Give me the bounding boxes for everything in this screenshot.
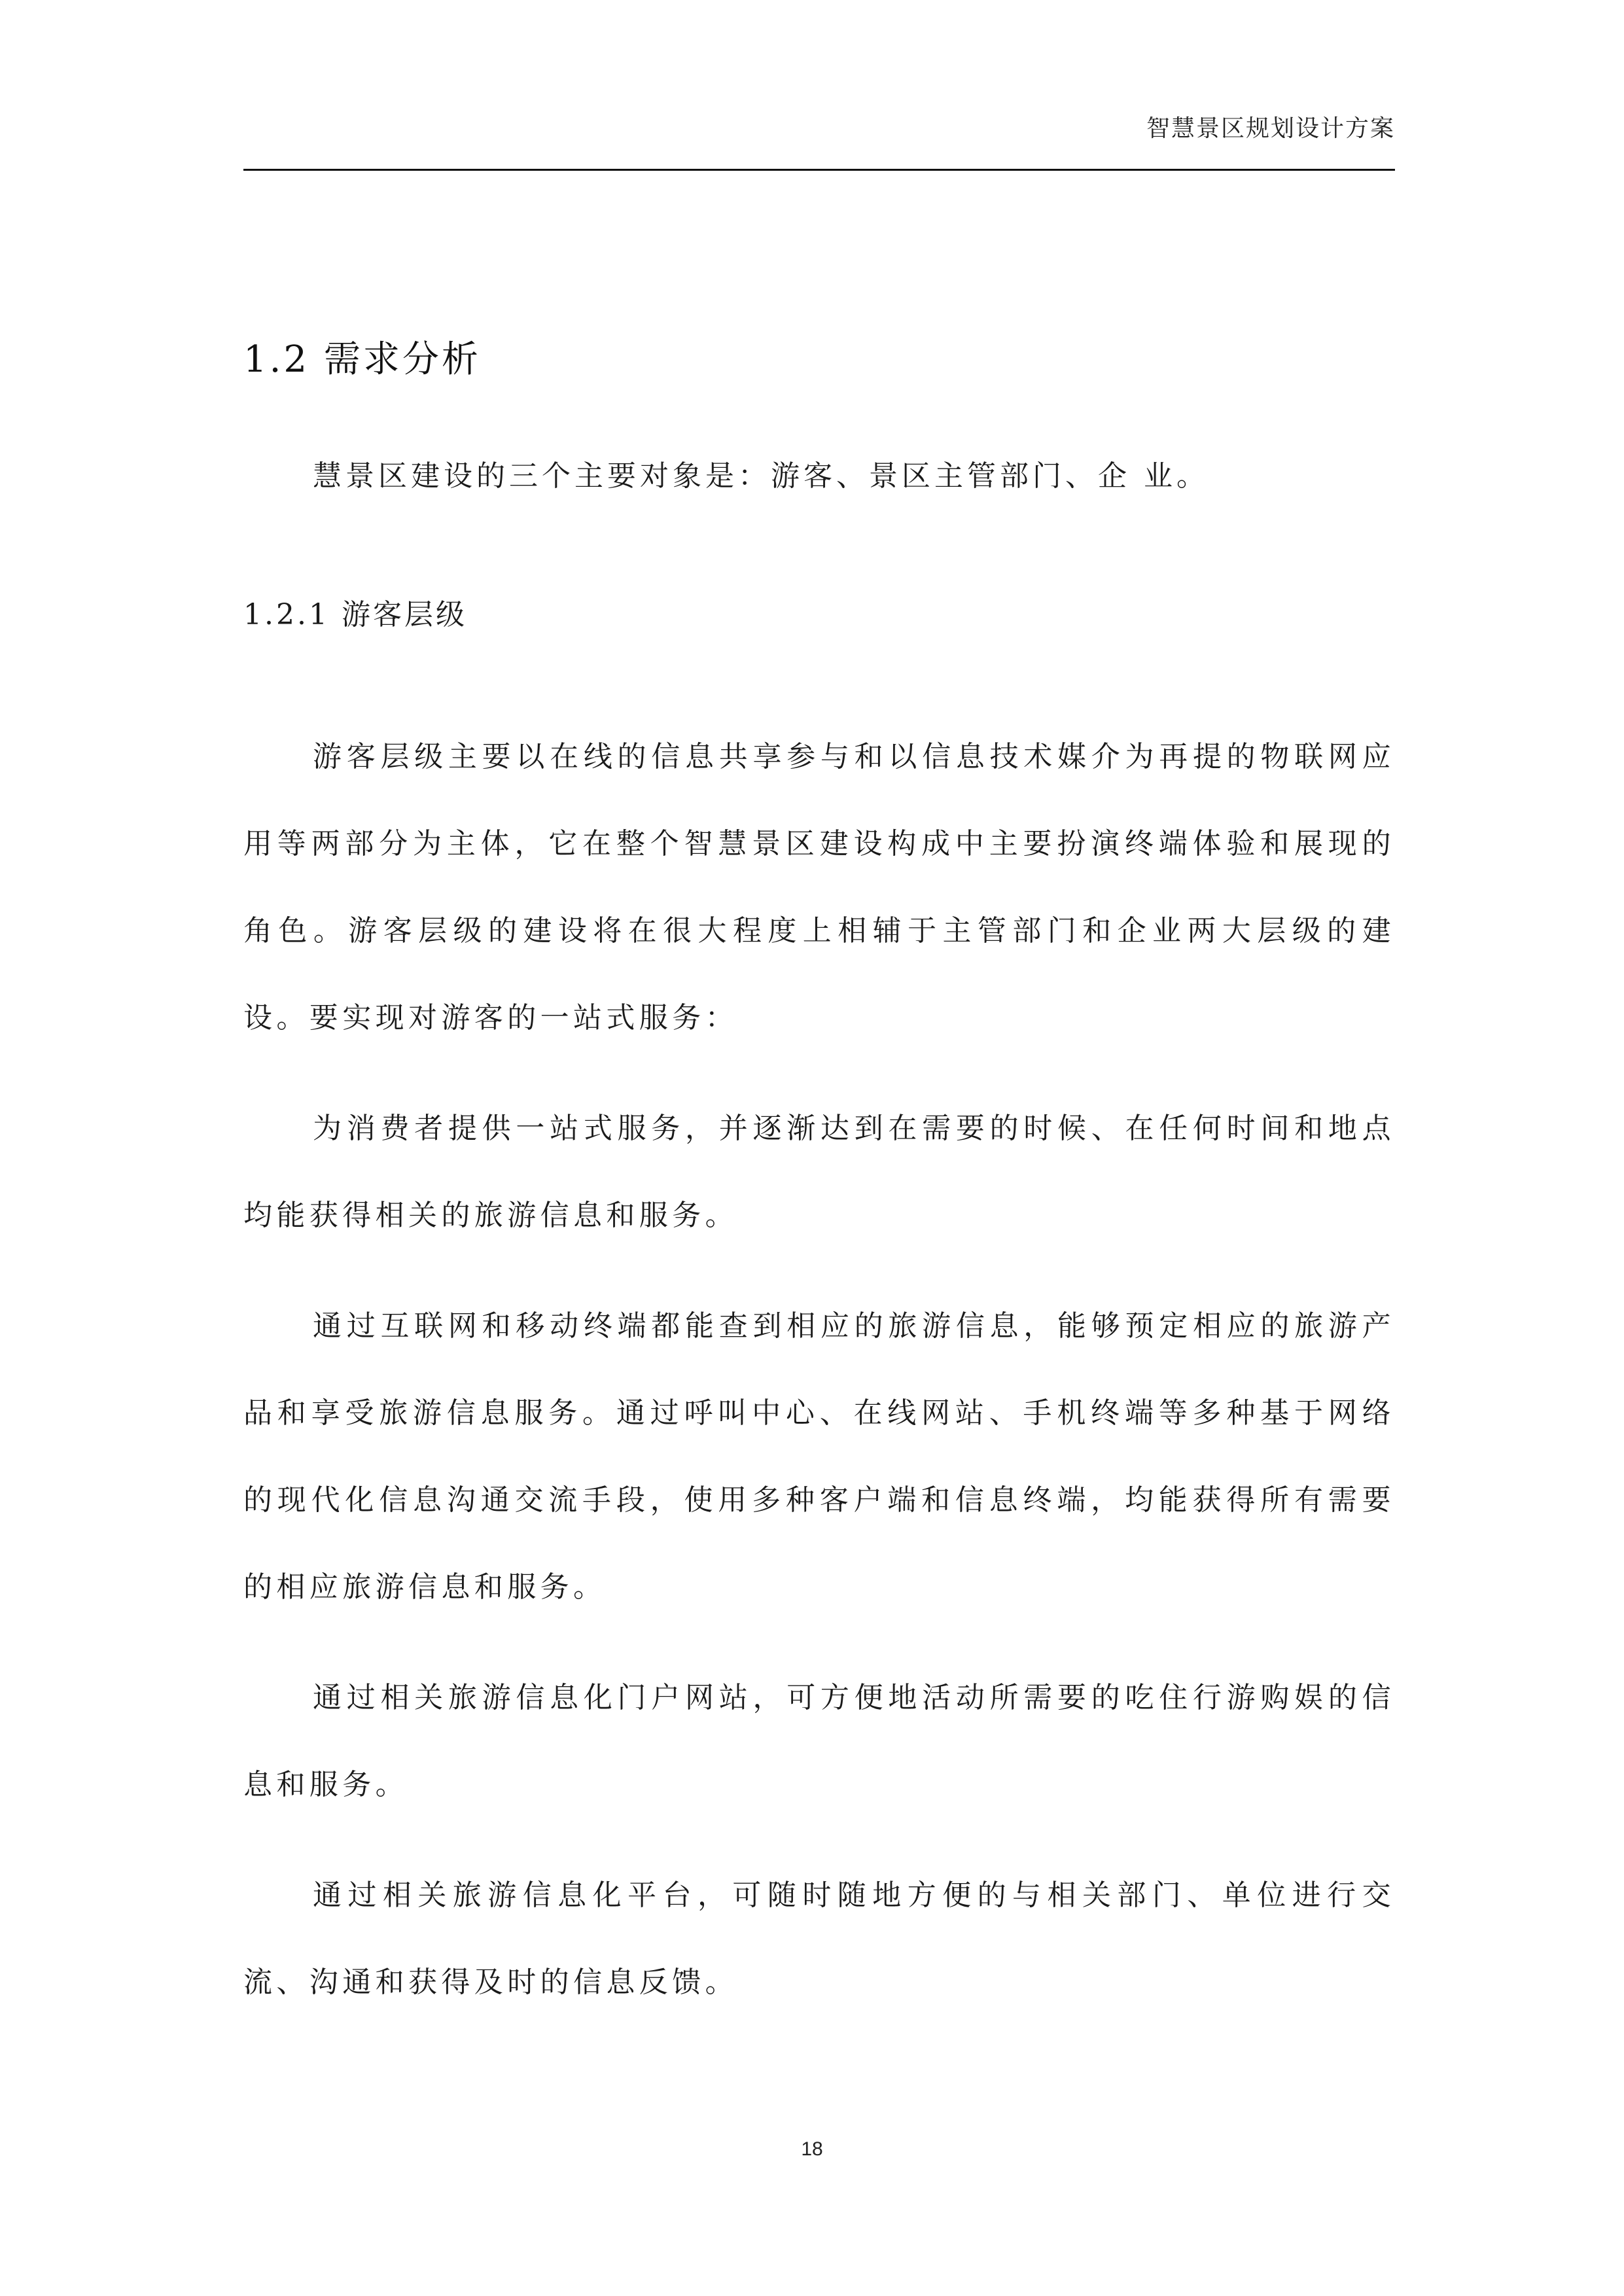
subsection-title: 1.2.1 游客层级 <box>243 598 467 631</box>
paragraph: 通过相关旅游信息化平台，可随时随地方便的与相关部门、单位进行交流、沟通和获得及时的信息反馈。 <box>243 1879 1395 1999</box>
header-rule <box>243 169 1395 171</box>
paragraph: 游客层级主要以在线的信息共享参与和以信息技术媒介为再提的物联网应用等两部分为主体，它在整个智慧景区建设构成中主要扮演终端体验和展现的角色。游客层级的建设将在很大程度上相辅于主管部门和企业两大层级的建设。要实现对游客的一站式服务： <box>243 740 1395 1034</box>
section-intro: 慧景区建设的三个主要对象是：游客、景区主管部门、企 业。 <box>313 459 1209 493</box>
section-title: 1.2 需求分析 <box>243 338 481 381</box>
paragraph: 通过互联网和移动终端都能查到相应的旅游信息，能够预定相应的旅游产品和享受旅游信息服务。通过呼叫中心、在线网站、手机终端等多种基于网络的现代化信息沟通交流手段，使用多种客户端和信息终端，均能获得所有需要的相应旅游信息和服务。 <box>243 1309 1395 1604</box>
body-text <box>243 713 1395 2049</box>
paragraph: 为消费者提供一站式服务，并逐渐达到在需要的时候、在任何时间和地点均能获得相关的旅游信息和服务。 <box>243 1112 1395 1232</box>
page-number: 18 <box>801 2138 823 2160</box>
paragraph: 通过相关旅游信息化门户网站，可方便地活动所需要的吃住行游购娱的信息和服务。 <box>243 1681 1395 1801</box>
running-header: 智慧景区规划设计方案 <box>1146 115 1395 142</box>
